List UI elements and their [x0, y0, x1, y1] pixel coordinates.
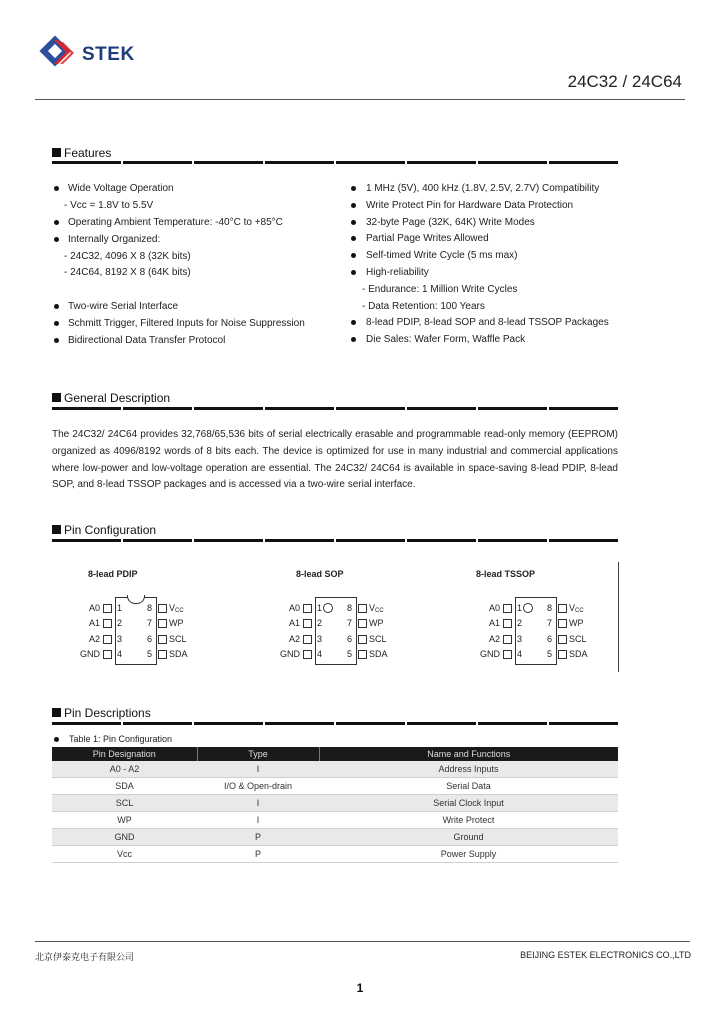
pin-label: A0 [288, 603, 300, 613]
bullet-icon [54, 186, 59, 191]
feature-item: 1 MHz (5V), 400 kHz (1.8V, 2.5V, 2.7V) Compatibility [366, 183, 600, 194]
pin-pad [503, 619, 512, 628]
table-caption: Table 1: Pin Configuration [69, 734, 173, 744]
pin-label: A2 [88, 634, 100, 644]
pin-number: 3 [117, 634, 123, 644]
square-bullet-icon [52, 148, 61, 157]
pin-designation-cell: A0 - A2 [52, 761, 197, 778]
pin-function-cell: Serial Data [319, 778, 618, 795]
pin-designation-cell: SDA [52, 778, 197, 795]
pin-number: 6 [547, 634, 553, 644]
feature-item: High-reliability [366, 267, 429, 278]
feature-item: - Data Retention: 100 Years [362, 300, 485, 312]
pin-number: 7 [347, 618, 353, 628]
pin-function-cell: Serial Clock Input [319, 795, 618, 812]
feature-item: Die Sales: Wafer Form, Waffle Pack [366, 334, 526, 346]
feature-item: Bidirectional Data Transfer Protocol [68, 335, 226, 346]
pin-number: 6 [147, 634, 153, 644]
pin-label: A1 [288, 618, 300, 628]
pin-pad [503, 650, 512, 659]
column-header-pin: Pin Designation [52, 747, 197, 761]
table-row [52, 846, 618, 863]
square-bullet-icon [52, 393, 61, 402]
pin-number: 1 [517, 603, 523, 613]
pin-label: GND [480, 649, 500, 659]
pin-number: 3 [317, 634, 323, 644]
pin-function-cell: Address Inputs [319, 761, 618, 778]
pin-pad [503, 635, 512, 644]
pin-label: A1 [488, 618, 500, 628]
feature-item: Partial Page Writes Allowed [366, 233, 489, 245]
pin-number: 1 [117, 603, 123, 613]
pin-pad [358, 604, 367, 613]
pin-number: 4 [317, 649, 323, 659]
pin-number: 6 [347, 634, 353, 644]
pin-pad [103, 604, 112, 613]
description-text: The 24C32/ 24C64 provides 32,768/65,536 bits of serial electrically erasable and programmable read-only memory (EEPROM) organized as 4096/8192 words of 8 bits each. The device is optimized for use in many industrial and commercial applications where low-power and low-voltage operation are essential. The 24C32/ 24C64 is available in space-saving 8-lead PDIP, 8-lead SOP, and 8-lead TSSOP packages and is accessed via a two-wire serial interface. [52, 429, 618, 491]
feature-item: 8-lead PDIP, 8-lead SOP and 8-lead TSSOP Packages [366, 317, 609, 329]
pin-designation-cell: Vcc [52, 846, 197, 863]
pin-label: VCC [169, 603, 184, 614]
bullet-icon [351, 186, 356, 191]
feature-item: Operating Ambient Temperature: -40°C to +85°C [68, 217, 283, 228]
pin-function-cell: Power Supply [319, 846, 618, 863]
pin-label: WP [369, 618, 384, 628]
pin-number: 5 [547, 649, 553, 659]
bullet-icon [351, 236, 356, 241]
table-row [52, 795, 618, 812]
pin-number: 2 [117, 618, 123, 628]
feature-item: Internally Organized: [68, 234, 161, 245]
bullet-icon [54, 338, 59, 343]
bullet-icon [54, 220, 59, 225]
pin-number: 7 [547, 618, 553, 628]
feature-item: Write Protect Pin for Hardware Data Protection [366, 199, 574, 211]
pin-label: SDA [569, 649, 588, 659]
pin-type-cell: P [197, 846, 319, 863]
pin-config-heading [52, 523, 156, 537]
square-bullet-icon [52, 525, 61, 534]
pin-pad [303, 619, 312, 628]
pin-number: 8 [147, 603, 153, 613]
pin-pad [103, 635, 112, 644]
pin-label: VCC [369, 603, 384, 614]
pin-type-cell: I/O & Open-drain [197, 778, 319, 795]
estek-logo-icon [38, 34, 82, 74]
description-heading [52, 391, 170, 405]
pin-pad [103, 619, 112, 628]
pin-type-cell: I [197, 795, 319, 812]
bullet-icon [351, 320, 356, 325]
description-rule [52, 407, 618, 410]
pin-number: 5 [147, 649, 153, 659]
pin-label: GND [280, 649, 300, 659]
pin-function-cell: Ground [319, 829, 618, 846]
pin-type-cell: I [197, 812, 319, 829]
pin-pad [158, 650, 167, 659]
pin-label: WP [569, 618, 584, 628]
feature-item: Two-wire Serial Interface [68, 301, 179, 312]
pin-pad [558, 604, 567, 613]
pin-pad [558, 635, 567, 644]
pin-pad [358, 635, 367, 644]
pin-number: 3 [517, 634, 523, 644]
pin-number: 4 [117, 649, 123, 659]
package-title: 8-lead PDIP [88, 569, 138, 579]
pin-pad [303, 650, 312, 659]
bullet-icon [54, 737, 59, 742]
column-header-name: Name and Functions [319, 747, 618, 761]
table-row [52, 761, 618, 778]
pin1-dot-icon [523, 603, 533, 613]
pin-number: 8 [547, 603, 553, 613]
feature-item: - Endurance: 1 Million Write Cycles [362, 283, 518, 295]
pin-pad [358, 650, 367, 659]
package-title: 8-lead TSSOP [476, 569, 536, 579]
bullet-icon [54, 237, 59, 242]
pin-designation-cell: SCL [52, 795, 197, 812]
pin-label: GND [80, 649, 100, 659]
pin-label: VCC [569, 603, 584, 614]
pin-pad [503, 604, 512, 613]
feature-item: Schmitt Trigger, Filtered Inputs for Noise Suppression [68, 318, 305, 329]
features-heading [52, 146, 111, 160]
footer-company-cn: 北京伊泰克电子有限公司 [35, 952, 135, 962]
pin-type-cell: I [197, 761, 319, 778]
table-row [52, 778, 618, 795]
pin-label: SDA [169, 649, 188, 659]
pin-pad [103, 650, 112, 659]
page-number: 1 [356, 981, 364, 995]
square-bullet-icon [52, 708, 61, 717]
bullet-icon [54, 321, 59, 326]
pin-config-title: Pin Configuration [64, 523, 157, 537]
pin-desc-title: Pin Descriptions [64, 706, 151, 720]
pin-label: A0 [488, 603, 500, 613]
bullet-icon [351, 220, 356, 225]
footer-divider [35, 941, 690, 942]
bullet-icon [351, 253, 356, 258]
pin-pad [303, 604, 312, 613]
pin-number: 4 [517, 649, 523, 659]
bullet-icon [54, 304, 59, 309]
brand-name: STEK [82, 44, 135, 65]
pin-label: SCL [169, 634, 187, 644]
column-header-type: Type [197, 747, 319, 761]
pin-pad [303, 635, 312, 644]
header-divider [35, 99, 685, 100]
pin-type-cell: P [197, 829, 319, 846]
feature-item: - 24C64, 8192 X 8 (64K bits) [64, 267, 191, 278]
part-number: 24C32 / 24C64 [567, 72, 682, 91]
pin-label: SCL [569, 634, 587, 644]
pin-function-cell: Write Protect [319, 812, 618, 829]
pin-number: 7 [147, 618, 153, 628]
pin-pad [358, 619, 367, 628]
pin-number: 8 [347, 603, 353, 613]
bullet-icon [351, 270, 356, 275]
pin-number: 1 [317, 603, 323, 613]
table-row [52, 812, 618, 829]
pin-label: A1 [88, 618, 100, 628]
pin-label: WP [169, 618, 184, 628]
pin-label: SDA [369, 649, 388, 659]
pin-label: A2 [288, 634, 300, 644]
pin-config-rule [52, 539, 618, 542]
pin-table [52, 747, 618, 863]
pin-label: A0 [88, 603, 100, 613]
pin-number: 5 [347, 649, 353, 659]
description-title: General Description [64, 391, 171, 405]
pin-pad [158, 635, 167, 644]
pin-label: A2 [488, 634, 500, 644]
feature-item: 32-byte Page (32K, 64K) Write Modes [366, 216, 535, 228]
features-title: Features [64, 146, 112, 160]
feature-item: - Vcc = 1.8V to 5.5V [64, 200, 154, 211]
pin-pad [158, 604, 167, 613]
table-row [52, 829, 618, 846]
feature-item: - 24C32, 4096 X 8 (32K bits) [64, 251, 191, 262]
pin-desc-rule [52, 722, 618, 725]
package-title: 8-lead SOP [296, 569, 344, 579]
table-header-row [52, 747, 618, 761]
pin1-dot-icon [323, 603, 333, 613]
pin-designation-cell: WP [52, 812, 197, 829]
feature-item: Wide Voltage Operation [68, 183, 174, 194]
pin-designation-cell: GND [52, 829, 197, 846]
feature-item: Self-timed Write Cycle (5 ms max) [366, 250, 518, 262]
features-rule [52, 161, 618, 164]
pin-label: SCL [369, 634, 387, 644]
pin-number: 2 [517, 618, 523, 628]
bullet-icon [351, 203, 356, 208]
pin-number: 2 [317, 618, 323, 628]
pin-pad [558, 650, 567, 659]
pin-desc-heading [52, 706, 151, 720]
pin-pad [558, 619, 567, 628]
footer-company-en: BEIJING ESTEK ELECTRONICS CO.,LTD [520, 950, 691, 960]
pin-pad [158, 619, 167, 628]
bullet-icon [351, 337, 356, 342]
